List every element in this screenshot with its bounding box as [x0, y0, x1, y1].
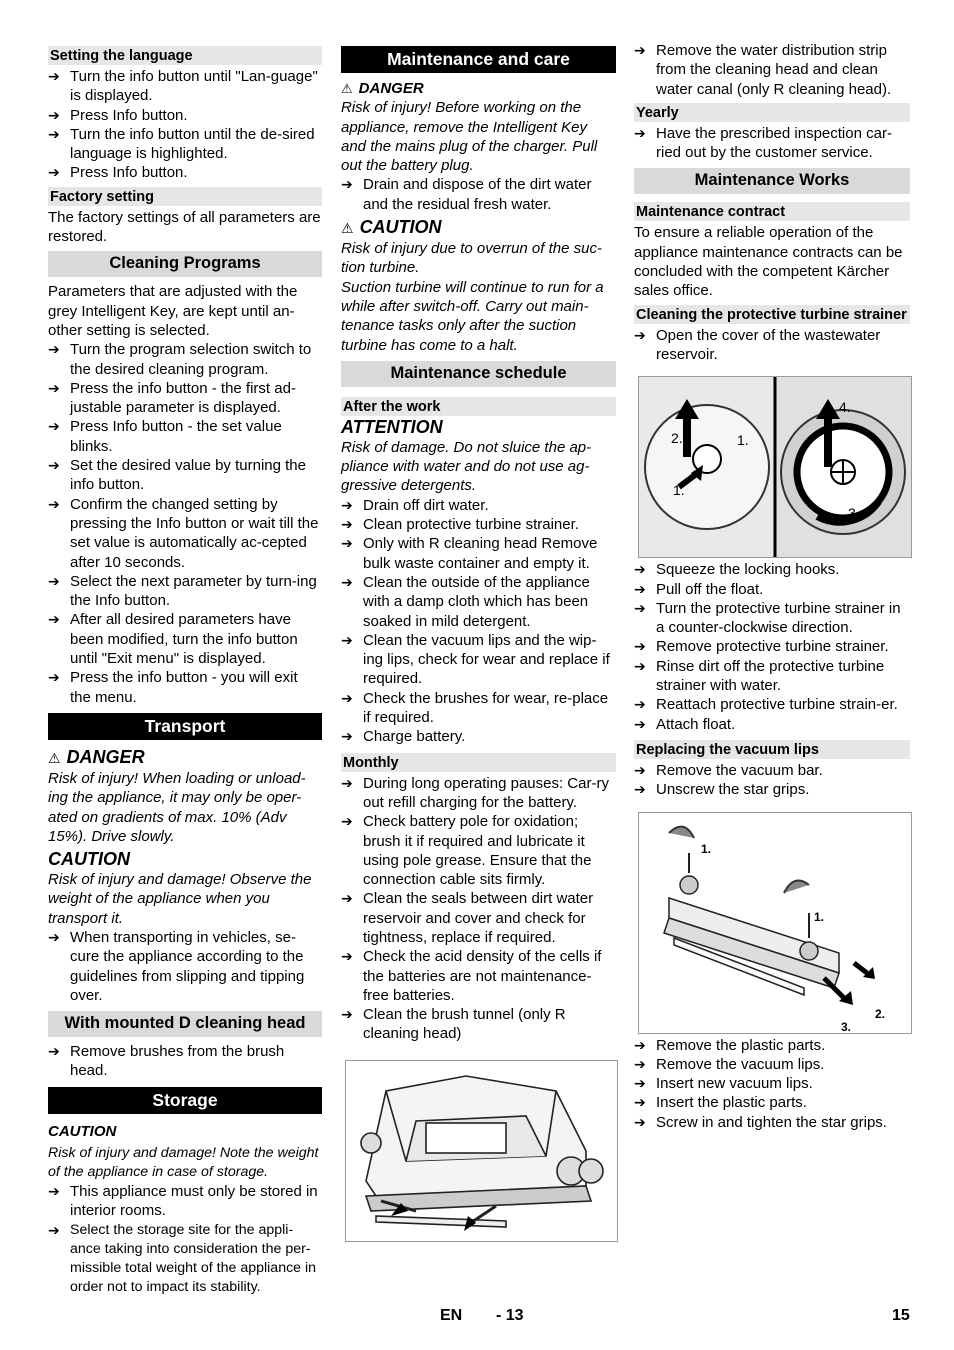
factory-setting-text: The factory settings of all parameters are restored.: [48, 208, 321, 246]
steps-setting-language: [48, 67, 322, 183]
right-arrow-icon: ➔: [341, 948, 353, 965]
list-item: ➔ Insert the plastic parts.: [634, 1094, 807, 1112]
fig-label: 3.: [841, 1019, 852, 1033]
steps-transport: [48, 928, 322, 1005]
list-item: ➔ Drain off dirt water.: [341, 496, 489, 514]
vacuum-lips-illustration: [639, 813, 911, 1033]
list-item: ➔ After all desired parameters have been modified, turn the info button until "Exit menu" is displayed.: [48, 611, 298, 668]
list-item: ➔ Remove the water distribution strip from the cleaning head and clean water canal (only R cleaning head).: [634, 42, 892, 98]
list-item: ➔ Turn the info button until "Lan-guage" is displayed.: [48, 68, 318, 105]
right-arrow-icon: ➔: [634, 1075, 646, 1092]
list-item: ➔ Unscrew the star grips.: [634, 781, 810, 799]
figure-vacuum-lips: [638, 812, 912, 1034]
right-arrow-icon: ➔: [634, 1094, 646, 1111]
list-item: ➔ This appliance must only be stored in interior rooms.: [48, 1183, 318, 1220]
list-item: ➔ Turn the info button until the de-sired language is highlighted.: [48, 125, 315, 163]
subheading-yearly: Yearly: [634, 103, 910, 122]
list-item: ➔ During long operating pauses: Car-ry out refill charging for the battery.: [341, 774, 609, 811]
steps-maintenance-danger: [341, 175, 616, 214]
warning-triangle-icon: ⚠: [48, 749, 61, 766]
list-item: ➔ Remove the vacuum bar.: [634, 761, 823, 779]
right-arrow-icon: ➔: [634, 715, 646, 732]
right-arrow-icon: ➔: [341, 774, 353, 791]
programs-intro: Parameters that are adjusted with the grey Intelligent Key, are kept until an-other setting is selected.: [48, 283, 298, 339]
list-item: ➔ Clean the seals between dirt water reservoir and cover and check for tightness, replace if required.: [341, 890, 594, 946]
section-transport: Transport: [48, 713, 322, 740]
right-arrow-icon: ➔: [341, 890, 353, 907]
right-arrow-icon: ➔: [48, 164, 60, 181]
steps-yearly: [634, 124, 910, 163]
list-item: ➔ Clean the vacuum lips and the wip-ing lips, check for wear and replace if required.: [341, 631, 610, 688]
list-item: ➔ Check battery pole for oxidation; brush it if required and lubricate it using pole grease. Ensure that the connection cable sits firmly.: [341, 813, 592, 889]
right-arrow-icon: ➔: [634, 657, 646, 674]
brush-tunnel-illustration: [346, 1061, 617, 1241]
right-arrow-icon: ➔: [341, 176, 353, 193]
right-arrow-icon: ➔: [634, 42, 646, 58]
right-arrow-icon: ➔: [48, 106, 60, 123]
fig-label: 1.: [814, 909, 825, 924]
steps-cleaning-programs: [48, 340, 322, 707]
right-arrow-icon: ➔: [48, 68, 60, 84]
right-arrow-icon: ➔: [341, 573, 353, 590]
right-arrow-icon: ➔: [341, 689, 353, 706]
steps-vacuum-lips-a: [634, 761, 910, 800]
list-item: ➔ Rinse dirt off the protective turbine strainer with water.: [634, 657, 885, 695]
right-arrow-icon: ➔: [634, 1036, 646, 1053]
list-item: ➔ Squeeze the locking hooks.: [634, 561, 840, 579]
steps-strainer: [634, 560, 910, 734]
figure-turbine-strainer: [638, 376, 912, 558]
right-arrow-icon: ➔: [48, 928, 60, 945]
list-item: ➔ When transporting in vehicles, se-cure the appliance according to the guidelines from slipping and tipping over.: [48, 928, 305, 1004]
list-item: ➔ Clean protective turbine strainer.: [341, 516, 579, 534]
list-item: ➔ Insert new vacuum lips.: [634, 1075, 813, 1093]
maintenance-danger-heading: ⚠ DANGER: [341, 80, 424, 97]
right-arrow-icon: ➔: [48, 1183, 60, 1200]
subheading-turbine-strainer: Cleaning the protective turbine strainer: [634, 305, 910, 324]
right-arrow-icon: ➔: [48, 1043, 60, 1060]
footer-language: EN: [440, 1307, 463, 1324]
right-arrow-icon: ➔: [341, 535, 353, 552]
right-arrow-icon: ➔: [634, 696, 646, 713]
right-arrow-icon: ➔: [48, 1221, 60, 1238]
right-arrow-icon: ➔: [341, 728, 353, 745]
list-item: ➔ Turn the protective turbine strainer in a counter-clockwise direction.: [634, 599, 901, 637]
footer-page-number: 15: [892, 1307, 910, 1324]
right-arrow-icon: ➔: [48, 379, 60, 396]
right-arrow-icon: ➔: [634, 781, 646, 798]
subheading-setting-language: Setting the language: [48, 46, 322, 65]
list-item: ➔ Pull off the float.: [634, 580, 764, 598]
fig-label: 2.: [671, 430, 683, 447]
right-arrow-icon: ➔: [634, 580, 646, 597]
right-arrow-icon: ➔: [341, 813, 353, 830]
list-item: ➔ Press Info button - the set value blinks.: [48, 418, 282, 455]
list-item: ➔ Press Info button.: [48, 106, 188, 124]
right-arrow-icon: ➔: [634, 124, 646, 141]
list-item: ➔ Confirm the changed setting by pressing the Info button or wait till the set value is automatically ac-cepted after 10 seconds.: [48, 495, 319, 571]
maintenance-caution-text: Risk of injury due to overrun of the suc-tion turbine.: [341, 240, 602, 277]
right-arrow-icon: ➔: [48, 495, 60, 512]
list-item: ➔ Check the brushes for wear, re-place if required.: [341, 689, 609, 727]
list-item: ➔ Press Info button.: [48, 164, 188, 182]
right-arrow-icon: ➔: [634, 561, 646, 578]
right-arrow-icon: ➔: [48, 457, 60, 474]
fig-label: 1.: [737, 432, 749, 449]
transport-danger-heading: ⚠ DANGER: [48, 746, 145, 767]
subheading-factory-setting: Factory setting: [48, 187, 322, 206]
warning-triangle-icon: ⚠: [341, 220, 354, 237]
right-arrow-icon: ➔: [341, 631, 353, 648]
right-arrow-icon: ➔: [341, 496, 353, 513]
fig-label: 1.: [701, 841, 712, 856]
subheading-vacuum-lips: Replacing the vacuum lips: [634, 740, 910, 759]
steps-after-work: [341, 496, 616, 747]
right-arrow-icon: ➔: [634, 638, 646, 655]
list-item: ➔ Drain and dispose of the dirt water and the residual fresh water.: [341, 176, 592, 213]
list-item: ➔ Select the storage site for the appli-ance taking into consideration the per-missible total weight of the appliance in order not to impact its stability.: [48, 1221, 317, 1295]
column-left: [48, 44, 322, 1297]
list-item: ➔ Set the desired value by turning the info button.: [48, 457, 306, 494]
section-maintenance-works: Maintenance Works: [634, 168, 910, 194]
list-item: ➔ Open the cover of the wastewater reservoir.: [634, 326, 881, 363]
list-item: ➔ Remove brushes from the brush head.: [48, 1043, 285, 1080]
list-item: ➔ Check the acid density of the cells if the batteries are not maintenance-free batteries.: [341, 948, 602, 1004]
list-item: ➔ Remove the vacuum lips.: [634, 1055, 825, 1073]
fig-label: 3.: [848, 505, 860, 522]
list-item: ➔ Attach float.: [634, 715, 736, 733]
section-maintenance-care: Maintenance and care: [341, 46, 616, 73]
list-item: ➔ Reattach protective turbine strain-er.: [634, 696, 898, 714]
attention-heading: ATTENTION: [341, 416, 443, 437]
section-storage: Storage: [48, 1087, 322, 1114]
list-item: ➔ Remove the plastic parts.: [634, 1036, 826, 1054]
right-arrow-icon: ➔: [341, 516, 353, 533]
right-arrow-icon: ➔: [341, 1006, 353, 1023]
right-arrow-icon: ➔: [634, 326, 646, 343]
list-item: ➔ Remove protective turbine strainer.: [634, 638, 889, 656]
right-arrow-icon: ➔: [48, 418, 60, 435]
right-arrow-icon: ➔: [48, 669, 60, 686]
fig-label: 2.: [875, 1006, 886, 1021]
subheading-monthly: Monthly: [341, 753, 616, 772]
right-arrow-icon: ➔: [48, 572, 60, 589]
steps-open-cover: [634, 326, 910, 365]
storage-caution-text: Risk of injury and damage! Note the weight of the appliance in case of storage.: [48, 1145, 319, 1181]
maintenance-caution-text-2: Suction turbine will continue to run for a while after switch-off. Carry out main-tenance tasks only after the suction turbine has come to a halt.: [341, 278, 604, 354]
section-cleaning-programs: Cleaning Programs: [48, 251, 322, 277]
list-item: ➔ Press the info button - the first ad-justable parameter is displayed.: [48, 379, 296, 417]
turbine-strainer-illustration: [639, 377, 911, 557]
section-mounted-d-head: With mounted D cleaning head: [48, 1011, 322, 1037]
column-middle: [341, 44, 616, 1242]
list-item: ➔ Turn the program selection switch to the desired cleaning program.: [48, 341, 312, 378]
maintenance-caution-heading: ⚠ CAUTION: [341, 217, 442, 238]
list-item: ➔ Only with R cleaning head Remove bulk waste container and empty it.: [341, 535, 598, 572]
right-arrow-icon: ➔: [48, 341, 60, 358]
list-item: ➔ Select the next parameter by turn-ing the Info button.: [48, 572, 317, 610]
list-item: ➔ Clean the outside of the appliance with a damp cloth which has been soaked in mild detergent.: [341, 573, 590, 630]
list-item: ➔ Press the info button - you will exit the menu.: [48, 669, 298, 706]
column-right: [634, 44, 910, 1132]
maintenance-danger-text: Risk of injury! Before working on the appliance, remove the Intelligent Key and the mains plug of the charger. Pull out the battery plug.: [341, 99, 598, 175]
fig-label: 1.: [673, 482, 685, 499]
right-arrow-icon: ➔: [634, 599, 646, 616]
list-item: ➔ Charge battery.: [341, 728, 466, 746]
transport-danger-text: Risk of injury! When loading or unload-ing the appliance, it may only be oper-ated on gradients of max. 10% (Adv 15%). Drive slowly.: [48, 769, 306, 845]
right-arrow-icon: ➔: [48, 125, 60, 142]
steps-mounted-d-head: [48, 1042, 322, 1081]
list-item: ➔ Clean the brush tunnel (only R cleaning head): [341, 1006, 566, 1043]
steps-water-strip: [634, 41, 910, 99]
contract-text: To ensure a reliable operation of the appliance maintenance contracts can be concluded with the competent Kärcher sales office.: [634, 224, 903, 300]
subheading-after-work: After the work: [341, 397, 616, 416]
attention-text: Risk of damage. Do not sluice the ap-pliance with water and do not use ag-gressive detergents.: [341, 438, 592, 495]
steps-storage: [48, 1182, 322, 1297]
right-arrow-icon: ➔: [48, 611, 60, 628]
storage-caution-heading: CAUTION: [48, 1122, 117, 1140]
warning-triangle-icon: ⚠: [341, 81, 353, 96]
footer-section-number: - 13: [496, 1307, 524, 1324]
right-arrow-icon: ➔: [634, 761, 646, 778]
subheading-maintenance-contract: Maintenance contract: [634, 202, 910, 221]
right-arrow-icon: ➔: [634, 1113, 646, 1130]
transport-caution-heading: CAUTION: [48, 849, 130, 870]
right-arrow-icon: ➔: [634, 1055, 646, 1072]
fig-label: 4.: [839, 399, 851, 416]
transport-caution-text: Risk of injury and damage! Observe the weight of the appliance when you transport it.: [48, 871, 312, 927]
section-maintenance-schedule: Maintenance schedule: [341, 361, 616, 387]
list-item: ➔ Screw in and tighten the star grips.: [634, 1113, 887, 1131]
figure-brush-tunnel: [345, 1060, 618, 1242]
steps-vacuum-lips-b: [634, 1036, 910, 1132]
list-item: ➔ Have the prescribed inspection car-ried out by the customer service.: [634, 124, 892, 162]
steps-monthly: [341, 774, 616, 1044]
